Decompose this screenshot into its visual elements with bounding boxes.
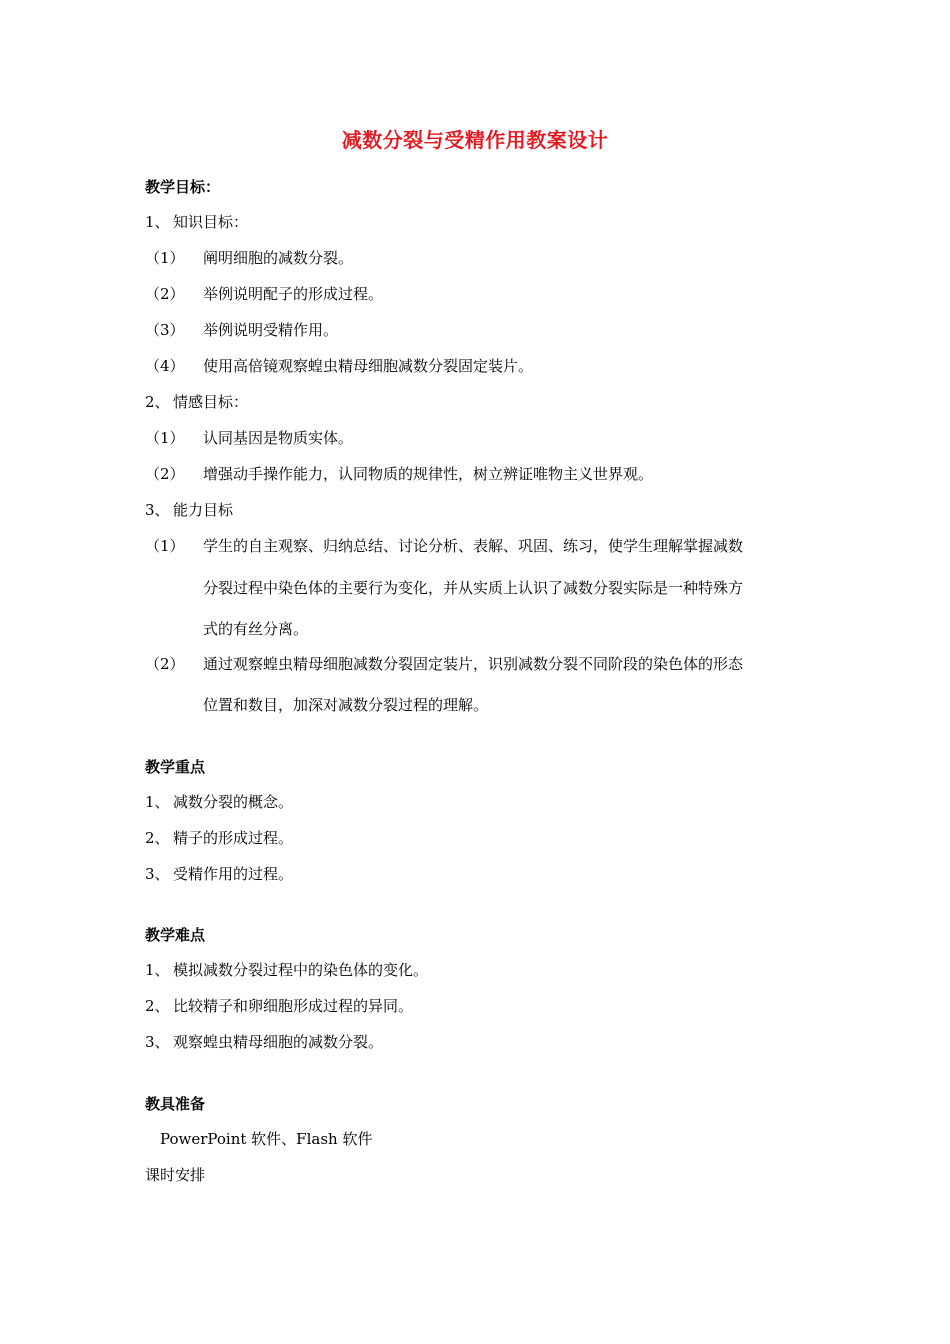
tools-text: PowerPoint 软件、Flash 软件 xyxy=(160,1130,373,1148)
difficulty-3-text: 观察蝗虫精母细胞的减数分裂。 xyxy=(173,1033,384,1051)
ability-item-2-line-1: 通过观察蝗虫精母细胞减数分裂固定装片，识别减数分裂不同阶段的染色体的形态 xyxy=(203,655,744,673)
tools-heading: 教具准备 xyxy=(145,1095,206,1113)
key-point-3-number: 3、 xyxy=(145,865,170,883)
schedule-heading: 课时安排 xyxy=(145,1166,206,1184)
key-points-heading: 教学重点 xyxy=(145,758,206,776)
emotion-label: 情感目标： xyxy=(173,393,249,411)
knowledge-item-2-text: 举例说明配子的形成过程。 xyxy=(203,285,384,303)
objectives-heading: 教学目标： xyxy=(145,178,221,196)
difficulty-1-text: 模拟减数分裂过程中的染色体的变化。 xyxy=(173,961,429,979)
emotion-item-2-number: （2） xyxy=(145,465,185,483)
document-title: 减数分裂与受精作用教案设计 xyxy=(341,128,609,152)
ability-item-2-line-2: 位置和数目，加深对减数分裂过程的理解。 xyxy=(203,696,489,714)
ability-number: 3、 xyxy=(145,501,170,519)
key-point-2-text: 精子的形成过程。 xyxy=(173,829,294,847)
difficulty-3-number: 3、 xyxy=(145,1033,170,1051)
difficulties-heading: 教学难点 xyxy=(145,926,206,944)
difficulty-2-text: 比较精子和卵细胞形成过程的异同。 xyxy=(173,997,414,1015)
key-point-3-text: 受精作用的过程。 xyxy=(173,865,294,883)
key-point-2-number: 2、 xyxy=(145,829,170,847)
knowledge-item-3-number: （3） xyxy=(145,321,185,339)
knowledge-item-4-text: 使用高倍镜观察蝗虫精母细胞减数分裂固定装片。 xyxy=(203,357,534,375)
key-point-1-number: 1、 xyxy=(145,793,170,811)
ability-item-1-line-2: 分裂过程中染色体的主要行为变化，并从实质上认识了减数分裂实际是一种特殊方 xyxy=(203,579,744,597)
emotion-item-1-number: （1） xyxy=(145,429,185,447)
knowledge-item-2-number: （2） xyxy=(145,285,185,303)
knowledge-item-3-text: 举例说明受精作用。 xyxy=(203,321,339,339)
ability-label: 能力目标 xyxy=(173,501,234,519)
knowledge-item-1-text: 阐明细胞的减数分裂。 xyxy=(203,249,354,267)
difficulty-1-number: 1、 xyxy=(145,961,170,979)
knowledge-item-4-number: （4） xyxy=(145,357,185,375)
ability-item-1-line-3: 式的有丝分离。 xyxy=(203,620,309,638)
emotion-item-1-text: 认同基因是物质实体。 xyxy=(203,429,354,447)
difficulty-2-number: 2、 xyxy=(145,997,170,1015)
ability-item-1-number: （1） xyxy=(145,537,185,555)
ability-item-2-number: （2） xyxy=(145,655,185,673)
ability-item-1-line-1: 学生的自主观察、归纳总结、讨论分析、表解、巩固、练习，使学生理解掌握减数 xyxy=(203,537,744,555)
emotion-number: 2、 xyxy=(145,393,170,411)
knowledge-number: 1、 xyxy=(145,213,170,231)
emotion-item-2-text: 增强动手操作能力，认同物质的规律性，树立辨证唯物主义世界观。 xyxy=(203,465,654,483)
knowledge-label: 知识目标： xyxy=(173,213,249,231)
key-point-1-text: 减数分裂的概念。 xyxy=(173,793,294,811)
knowledge-item-1-number: （1） xyxy=(145,249,185,267)
